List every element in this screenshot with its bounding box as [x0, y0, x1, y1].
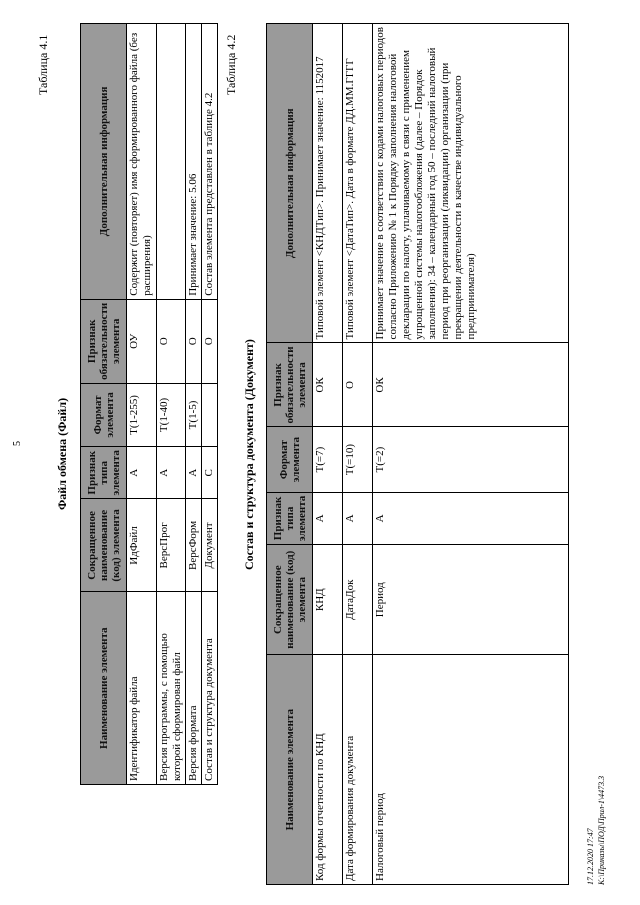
cell-type: А [343, 492, 373, 544]
table-row [343, 24, 373, 885]
cell-format: Т(1-5) [186, 383, 202, 446]
cell-required: ОУ [127, 299, 157, 383]
cell-type: А [373, 492, 569, 544]
table1-header-format: Формат элемента [81, 383, 127, 446]
cell-type: С [202, 447, 218, 499]
table-row [127, 24, 157, 785]
table2-caption: Состав и структура документа (Документ) [242, 339, 256, 570]
table2-header-name: Наименование элемента [267, 655, 313, 885]
cell-info: Принимает значение: 5.06 [186, 24, 202, 300]
cell-name: Идентификатор файла [127, 592, 157, 785]
table1-header-required: Признак обязательности элемента [81, 299, 127, 383]
table2-header-format: Формат элемента [267, 427, 313, 492]
cell-name: Версия программы, с помощью которой сформирован файл [157, 592, 186, 785]
page-number: 5 [12, 441, 23, 446]
cell-info: Типовой элемент <ДатаТип>. Дата в формате ДД.ММ.ГГГГ [343, 24, 373, 343]
cell-info: Состав элемента представлен в таблице 4.2 [202, 24, 218, 300]
cell-code: Документ [202, 499, 218, 592]
cell-code: ВерсПрог [157, 499, 186, 592]
table2-header-type: Признак типа элемента [267, 492, 313, 544]
footer-path: К:\Приказы\ПОД\Прил-1\4473.3 [597, 775, 606, 885]
table1-header-info: Дополнительная информация [81, 24, 127, 300]
cell-code: ИдФайл [127, 499, 157, 592]
table2-header-row [267, 24, 313, 885]
cell-name: Код формы отчетности по КНД [313, 655, 343, 885]
cell-type: А [127, 447, 157, 499]
table1-caption: Файл обмена (Файл) [55, 397, 69, 510]
cell-info: Принимает значение в соответствии с кодами налоговых периодов согласно Приложению № 1 к Порядку заполнения налоговой декларации по налогу, уплачиваемому в связи с применением упрощенной системы налогообложения (далее – Порядок заполнения): 34 – календарный год 50 – последний налоговый период при реорганизации (ликвидации) организации (при прекращении деятельности в качестве индивидуального предпринимателя) [373, 24, 569, 343]
cell-code: ДатаДок [343, 545, 373, 655]
table2-header-info: Дополнительная информация [267, 24, 313, 343]
cell-required: О [186, 299, 202, 383]
table-row [157, 24, 186, 785]
cell-type: А [157, 447, 186, 499]
table1-header-row [81, 24, 127, 785]
table-row [186, 24, 202, 785]
cell-info: Содержит (повторяет) имя сформированного файла (без расширения) [127, 24, 157, 300]
cell-code: Период [373, 545, 569, 655]
cell-format: Т(=7) [313, 427, 343, 492]
table-row [202, 24, 218, 785]
table2 [266, 23, 569, 885]
cell-type: А [313, 492, 343, 544]
cell-required: ОК [373, 343, 569, 427]
table2-label: Таблица 4.2 [224, 34, 238, 95]
cell-required: ОК [313, 343, 343, 427]
table1-header-name: Наименование элемента [81, 592, 127, 785]
cell-name: Версия формата [186, 592, 202, 785]
table-row [313, 24, 343, 885]
cell-code: ВерсФорм [186, 499, 202, 592]
cell-code: КНД [313, 545, 343, 655]
cell-format: Т(1-40) [157, 383, 186, 446]
table1-header-type: Признак типа элемента [81, 447, 127, 499]
cell-format: Т(=10) [343, 427, 373, 492]
cell-name: Налоговый период [373, 655, 569, 885]
table2-header-code: Сокращенное наименование (код) элемента [267, 545, 313, 655]
cell-format: Т(=2) [373, 427, 569, 492]
cell-info: Типовой элемент <КНДТип>. Принимает значение: 1152017 [313, 24, 343, 343]
cell-name: Состав и структура документа [202, 592, 218, 785]
cell-required: О [343, 343, 373, 427]
table1-label: Таблица 4.1 [36, 34, 50, 95]
table1-header-code: Сокращенное наименование (код) элемента [81, 499, 127, 592]
cell-format: Т(1-255) [127, 383, 157, 446]
footer-timestamp: 17.12.2020 17:47 [586, 828, 595, 885]
cell-name: Дата формирования документа [343, 655, 373, 885]
table-row [373, 24, 569, 885]
cell-info [157, 24, 186, 300]
cell-type: А [186, 447, 202, 499]
table2-header-required: Признак обязательности элемента [267, 343, 313, 427]
cell-required: О [157, 299, 186, 383]
cell-format [202, 383, 218, 446]
table1 [80, 23, 218, 785]
cell-required: О [202, 299, 218, 383]
